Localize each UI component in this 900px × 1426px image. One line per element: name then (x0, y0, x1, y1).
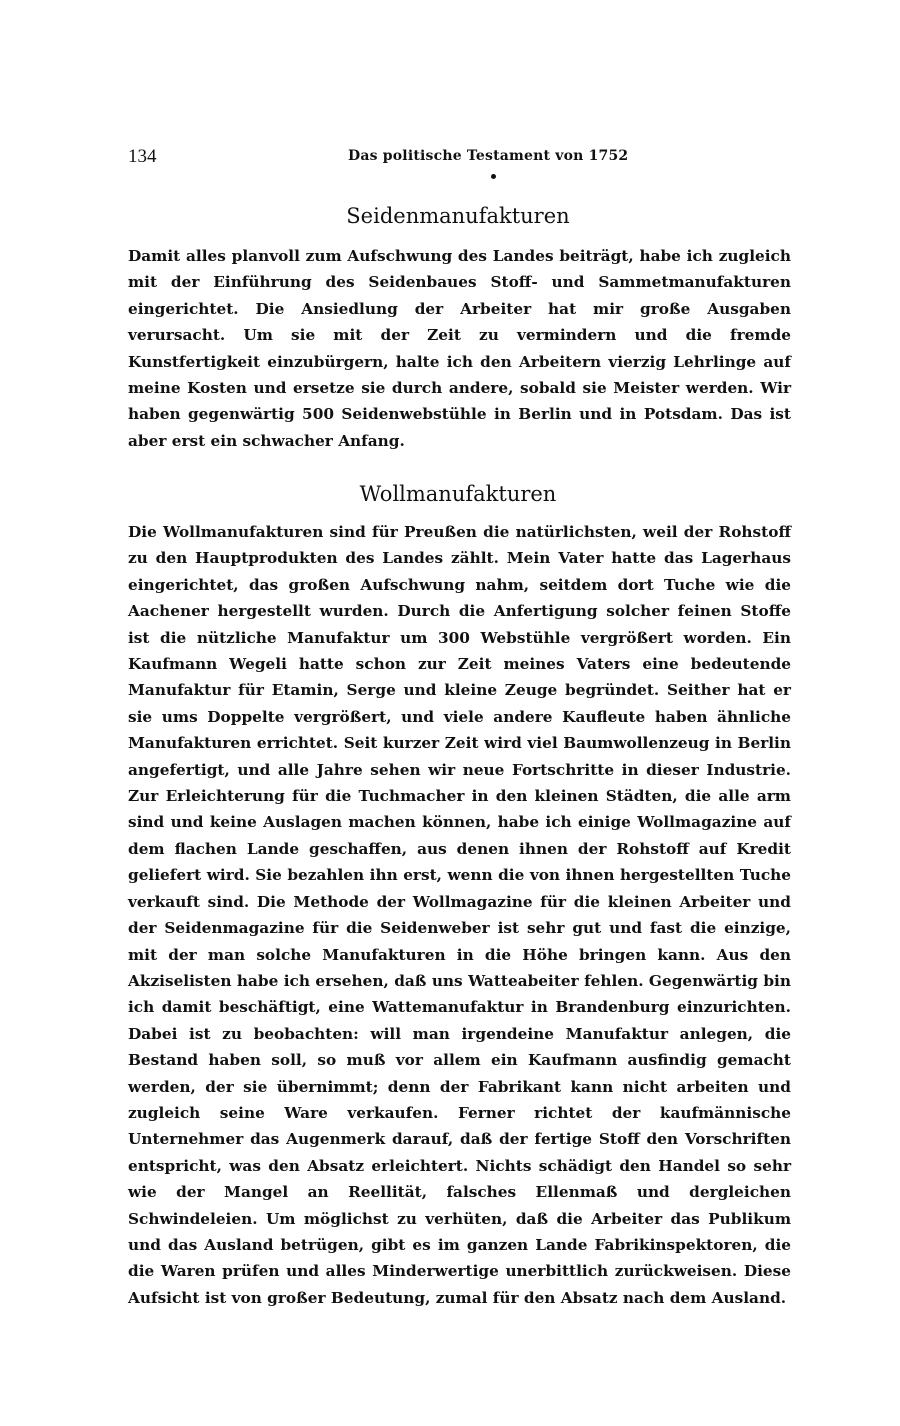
running-title: Das politische Testament von 1752 (348, 148, 629, 164)
section-text-silk: Damit alles planvoll zum Aufschwung des Landes beiträgt, habe ich zugleich mit der Einführung des Seidenbaues Stoff- und Sammetmanufakturen eingerichtet. Die Ansiedlung der Arbeiter hat mir große Ausgaben verursacht. Um sie mit der Zeit zu vermindern und die fremde Kunstfertigkeit einzubürgern, halte ich den Arbeitern vierzig Lehrlinge auf meine Kosten und ersetze sie durch andere, sobald sie Meister werden. Wir haben gegenwärtig 500 Seidenwebstühle in Berlin und in Potsdam. Das ist aber erst ein schwacher Anfang. (128, 247, 791, 450)
running-head (128, 146, 780, 170)
page-number: 134 (128, 146, 157, 167)
section-heading-silk: Seidenmanufakturen (346, 204, 570, 228)
section-heading-wool: Wollmanufakturen (359, 482, 557, 506)
ornament-dot (491, 174, 496, 179)
section-text-wool: Die Wollmanufakturen sind für Preußen die natürlichsten, weil der Rohstoff zu den Hauptprodukten des Landes zählt. Mein Vater hatte das Lagerhaus eingerichtet, das großen Aufschwung nahm, seitdem dort Tuche wie die Aachener hergestellt wurden. Durch die Anfertigung solcher feinen Stoffe ist die nützliche Manufaktur um 300 Webstühle vergrößert worden. Ein Kaufmann Wegeli hatte schon zur Zeit meines Vaters eine bedeutende Manufaktur für Etamin, Serge und kleine Zeuge begründet. Seither hat er sie ums Doppelte vergrößert, und viele andere Kaufleute haben ähnliche Manufakturen errichtet. Seit kurzer Zeit wird viel Baumwollenzeug in Berlin angefertigt, und alle Jahre sehen wir neue Fortschritte in dieser Industrie. Zur Erleichterung für die Tuchmacher in den kleinen Städten, die alle arm sind und keine Auslagen machen können, habe ich einige Wollmagazine auf dem flachen Lande geschaffen, aus denen ihnen der Rohstoff auf Kredit geliefert wird. Sie bezahlen ihn erst, wenn die von ihnen hergestellten Tuche verkauft sind. Die Methode der Wollmagazine für die kleinen Arbeiter und der Seidenmagazine für die Seidenweber ist sehr gut und fast die einzige, mit der man solche Manufakturen in die Höhe bringen kann. Aus den Akziselisten habe ich ersehen, daß uns Watteabeiter fehlen. Gegenwärtig bin ich damit beschäftigt, eine Wattemanufaktur in Brandenburg einzurichten. Dabei ist zu beobachten: will man irgendeine Manufaktur anlegen, die Bestand haben soll, so muß vor allem ein Kaufmann ausfindig gemacht werden, der sie übernimmt; denn der Fabrikant kann nicht arbeiten und zugleich seine Ware verkaufen. Ferner richtet der kaufmännische Unternehmer das Augenmerk darauf, daß der fertige Stoff den Vorschriften entspricht, was den Absatz erleichtert. Nichts schädigt den Handel so sehr wie der Mangel an Reellität, falsches Ellenmaß und dergleichen Schwindeleien. Um möglichst zu verhüten, daß die Arbeiter das Publikum und das Ausland betrügen, gibt es im ganzen Lande Fabrikinspektoren, die die Waren prüfen und alles Minderwertige unerbittlich zurückweisen. Diese Aufsicht ist von großer Bedeutung, zumal für den Absatz nach dem Ausland. (128, 523, 791, 1307)
